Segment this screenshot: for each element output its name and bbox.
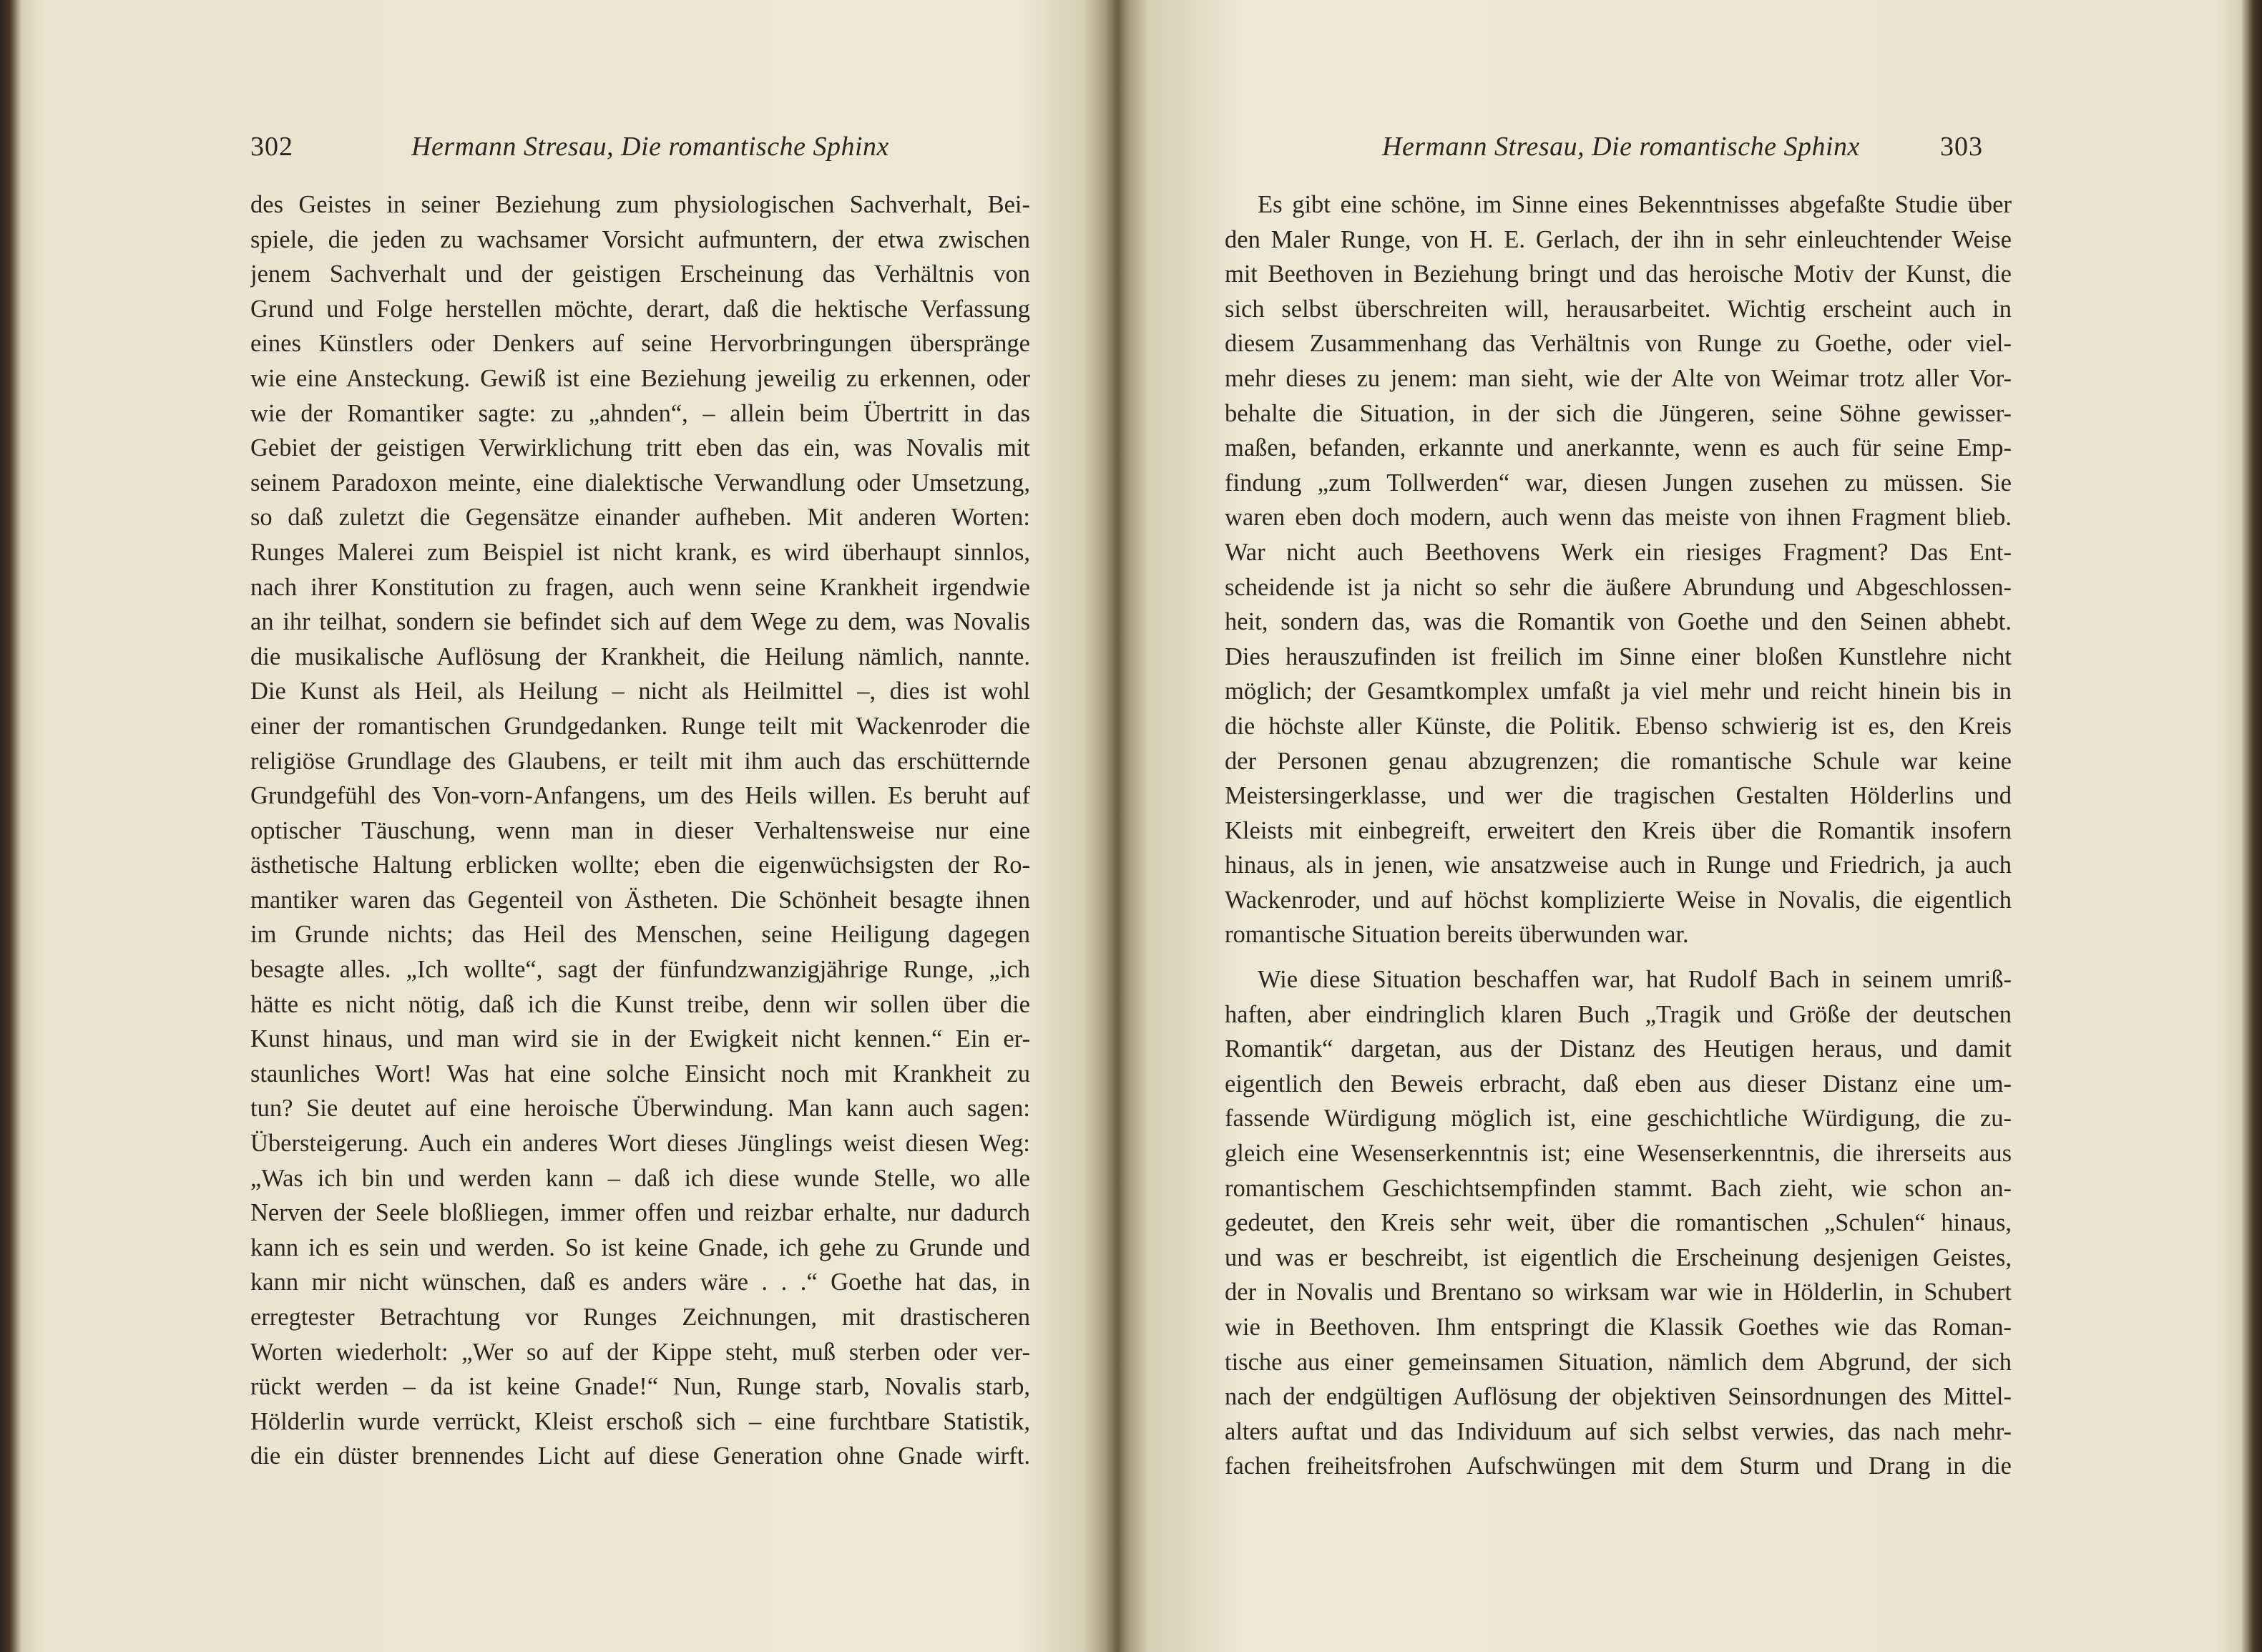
text-line: Meistersingerklasse, und wer die tragischen Gestalten Hölderlins und — [1225, 782, 2012, 810]
text-line: einer der romantischen Grundgedanken. Runge teilt mit Wackenroder die — [250, 712, 1030, 740]
text-line: eines Künstlers oder Denkers auf seine Hervorbringungen überspränge — [250, 330, 1030, 358]
page-number: 303 — [1940, 132, 1983, 162]
text-line: nach ihrer Konstitution zu fragen, auch wenn seine Krankheit irgendwie — [250, 573, 1030, 601]
text-line: wie in Beethoven. Ihm entspringt die Klassik Goethes wie das Roman- — [1225, 1314, 2012, 1341]
text-line: wie der Romantiker sagte: zu „ahnden“, – allein beim Übertritt in das — [250, 399, 1030, 427]
text-line: mehr dieses zu jenem: man sieht, wie der Alte von Weimar trotz aller Vor- — [1225, 364, 2012, 392]
text-line: staunliches Wort! Was hat eine solche Einsicht noch mit Krankheit zu — [250, 1060, 1030, 1088]
text-line: tun? Sie deutet auf eine heroische Überwindung. Man kann auch sagen: — [250, 1095, 1030, 1123]
text-line: Dies herauszufinden ist freilich im Sinne einer bloßen Kunstlehre nicht — [1225, 642, 2012, 670]
text-line: und was er beschreibt, ist eigentlich die Erscheinung desjenigen Geistes, — [1225, 1243, 2012, 1271]
text-line: Runges Malerei zum Beispiel ist nicht krank, es wird überhaupt sinnlos, — [250, 538, 1030, 566]
right-page — [1117, 0, 2233, 1652]
text-line: mit Beethoven in Beziehung bringt und das heroische Motiv der Kunst, die — [1225, 260, 2012, 288]
text-line: haften, aber eindringlich klaren Buch „Tragik und Größe der deutschen — [1225, 1000, 2012, 1028]
text-line: findung „zum Tollwerden“ war, diesen Jungen zusehen zu müssen. Sie — [1225, 469, 2012, 497]
text-line: so daß zuletzt die Gegensätze einander aufheben. Mit anderen Worten: — [250, 504, 1030, 532]
text-line: Wackenroder, und auf höchst komplizierte Weise in Novalis, die eigentlich — [1225, 886, 2012, 914]
text-line: wie eine Ansteckung. Gewiß ist eine Beziehung jeweilig zu erkennen, oder — [250, 364, 1030, 392]
text-line: Übersteigerung. Auch ein anderes Wort dieses Jünglings weist diesen Weg: — [250, 1130, 1030, 1158]
text-line: kann mir nicht wünschen, daß es anders wäre . . .“ Goethe hat das, in — [250, 1269, 1030, 1296]
text-line: mantiker waren das Gegenteil von Ästheten. Die Schönheit besagte ihnen — [250, 886, 1030, 914]
text-line: heit, sondern das, was die Romantik von Goethe und den Seinen abhebt. — [1225, 608, 2012, 636]
text-line: Grund und Folge herstellen möchte, derart, daß die hektische Verfassung — [250, 295, 1030, 323]
text-line: tische aus einer gemeinsamen Situation, nämlich dem Abgrund, der sich — [1225, 1348, 2012, 1376]
text-line: alters auftat und das Individuum auf sich selbst verwies, das nach mehr- — [1225, 1417, 2012, 1445]
text-line: der Personen genau abzugrenzen; die romantische Schule war keine — [1225, 747, 2012, 775]
text-line: Die Kunst als Heil, als Heilung – nicht als Heilmittel –, dies ist wohl — [250, 678, 1030, 705]
text-line: kann ich es sein und werden. So ist keine Gnade, ich gehe zu Grunde und — [250, 1233, 1030, 1261]
text-line: Grundgefühl des Von-vorn-Anfangens, um des Heils willen. Es beruht auf — [250, 782, 1030, 810]
text-line: seinem Paradoxon meinte, eine dialektische Verwandlung oder Umsetzung, — [250, 469, 1030, 497]
text-line: besagte alles. „Ich wollte“, sagt der fünfundzwanzigjährige Runge, „ich — [250, 956, 1030, 984]
text-line: fachen freiheitsfrohen Aufschwüngen mit dem Sturm und Drang in die — [1225, 1452, 2012, 1480]
text-line: den Maler Runge, von H. E. Gerlach, der ihn in sehr einleuchtender Weise — [1225, 225, 2012, 253]
text-line: an ihr teilhat, sondern sie befindet sich auf dem Wege zu dem, was Novalis — [250, 608, 1030, 636]
body-text — [250, 187, 1030, 1474]
body-text — [1225, 187, 2012, 1484]
text-line: fassende Würdigung möglich ist, eine geschichtliche Würdigung, die zu- — [1225, 1105, 2012, 1133]
text-line: gleich eine Wesenserkenntnis ist; eine Wesenserkenntnis, die ihrerseits aus — [1225, 1140, 2012, 1168]
text-line: die musikalische Auflösung der Krankheit, die Heilung nämlich, nannte. — [250, 642, 1030, 670]
running-head: Hermann Stresau, Die romantische Sphinx — [1382, 132, 1860, 162]
text-line: scheidende ist ja nicht so sehr die äußere Abrundung und Abgeschlossen- — [1225, 573, 2012, 601]
text-line: eigentlich den Beweis erbracht, daß eben aus dieser Distanz eine um- — [1225, 1070, 2012, 1098]
text-line: hinaus, als in jenen, wie ansatzweise auch in Runge und Friedrich, ja auch — [1225, 851, 2012, 879]
text-line: War nicht auch Beethovens Werk ein riesiges Fragment? Das Ent- — [1225, 538, 2012, 566]
text-line: gedeutet, den Kreis sehr weit, über die romantischen „Schulen“ hinaus, — [1225, 1209, 2012, 1237]
text-line: Romantik“ dargetan, aus der Distanz des Heutigen heraus, und damit — [1225, 1035, 2012, 1063]
text-line: die ein düster brennendes Licht auf diese Generation ohne Gnade wirft. — [250, 1442, 1030, 1470]
text-line: waren eben doch modern, auch wenn das meiste von ihnen Fragment blieb. — [1225, 504, 2012, 532]
text-line: jenem Sachverhalt und der geistigen Erscheinung das Verhältnis von — [250, 260, 1030, 288]
text-line: Worten wiederholt: „Wer so auf der Kippe steht, muß sterben oder ver- — [250, 1338, 1030, 1366]
text-line: religiöse Grundlage des Glaubens, er teilt mit ihm auch das erschütternde — [250, 747, 1030, 775]
text-line: maßen, befanden, erkannte und anerkannte, wenn es auch für seine Emp- — [1225, 434, 2012, 462]
text-line: spiele, die jeden zu wachsamer Vorsicht aufmuntern, der etwa zwischen — [250, 225, 1030, 253]
text-line: Kunst hinaus, und man wird sie in der Ewigkeit nicht kennen.“ Ein er- — [250, 1025, 1030, 1053]
text-line: Wie diese Situation beschaffen war, hat Rudolf Bach in seinem umriß- — [1258, 966, 2012, 994]
text-line: Es gibt eine schöne, im Sinne eines Bekenntnisses abgefaßte Studie über — [1258, 191, 2012, 218]
text-line: Kleists mit einbegreift, erweitert den Kreis über die Romantik insofern — [1225, 816, 2012, 844]
text-line: ästhetische Haltung erblicken wollte; eben die eigenwüchsigsten der Ro- — [250, 851, 1030, 879]
text-line: Gebiet der geistigen Verwirklichung tritt eben das ein, was Novalis mit — [250, 434, 1030, 462]
text-line: erregtester Betrachtung vor Runges Zeichnungen, mit drastischeren — [250, 1304, 1030, 1331]
text-line: Hölderlin wurde verrückt, Kleist erschoß sich – eine furchtbare Statistik, — [250, 1407, 1030, 1435]
text-line: hätte es nicht nötig, daß ich die Kunst treibe, denn wir sollen über die — [250, 990, 1030, 1018]
text-line: möglich; der Gesamtkomplex umfaßt ja viel mehr und reicht hinein bis in — [1225, 678, 2012, 705]
text-line: der in Novalis und Brentano so wirksam war wie in Hölderlin, in Schubert — [1225, 1279, 2012, 1306]
text-line: im Grunde nichts; das Heil des Menschen, seine Heiligung dagegen — [250, 921, 1030, 949]
text-line: Nerven der Seele bloßliegen, immer offen und reizbar erhalte, nur dadurch — [250, 1199, 1030, 1227]
running-head: Hermann Stresau, Die romantische Sphinx — [411, 132, 889, 162]
text-line: sich selbst überschreiten will, herausarbeitet. Wichtig erscheint auch in — [1225, 295, 2012, 323]
text-line: des Geistes in seiner Beziehung zum physiologischen Sachverhalt, Bei- — [250, 191, 1030, 218]
text-line: rückt werden – da ist keine Gnade!“ Nun, Runge starb, Novalis starb, — [250, 1373, 1030, 1401]
text-line: die höchste aller Künste, die Politik. Ebenso schwierig ist es, den Kreis — [1225, 712, 2012, 740]
text-line: romantischem Geschichtsempfinden stammt. Bach zieht, wie schon an- — [1225, 1174, 2012, 1202]
text-line: romantische Situation bereits überwunden war. — [1225, 921, 1689, 949]
left-page — [0, 0, 1116, 1652]
text-line: nach der endgültigen Auflösung der objektiven Seinsordnungen des Mittel- — [1225, 1383, 2012, 1411]
text-line: diesem Zusammenhang das Verhältnis von Runge zu Goethe, oder viel- — [1225, 330, 2012, 358]
page-number: 302 — [250, 132, 293, 162]
text-line: optischer Täuschung, wenn man in dieser Verhaltensweise nur eine — [250, 816, 1030, 844]
text-line: behalte die Situation, in der sich die Jüngeren, seine Söhne gewisser- — [1225, 399, 2012, 427]
text-line: „Was ich bin und werden kann – daß ich diese wunde Stelle, wo alle — [250, 1164, 1030, 1192]
